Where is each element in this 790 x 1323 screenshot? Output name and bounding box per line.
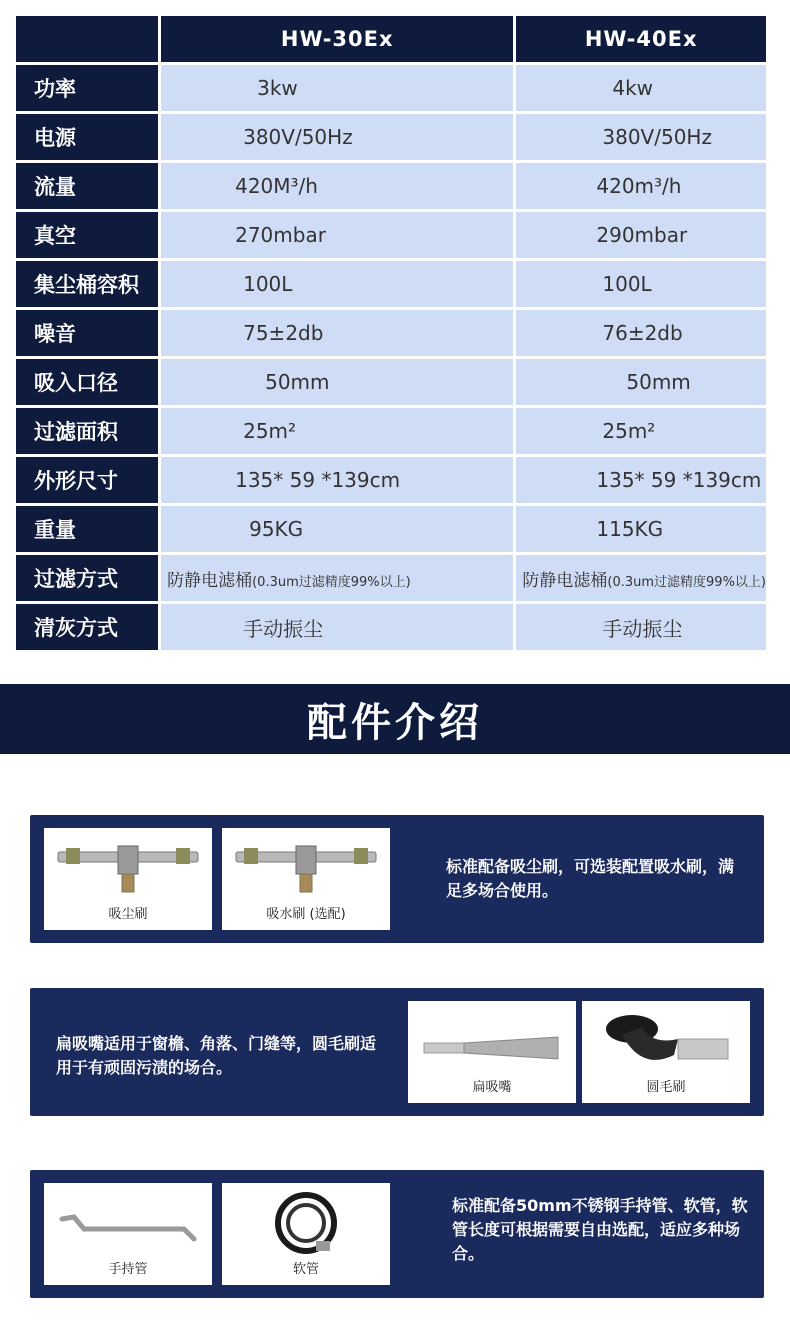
spec-value: 380V/50Hz xyxy=(516,114,766,160)
spec-row xyxy=(16,261,766,307)
spec-value: 76±2db xyxy=(516,310,766,356)
spec-label: 功率 xyxy=(16,65,158,111)
accessory-card xyxy=(582,1001,750,1103)
filter-note: (0.3um过滤精度99%以上) xyxy=(607,574,766,590)
card-caption: 吸水刷 (选配) xyxy=(266,907,346,922)
spec-label: 吸入口径 xyxy=(16,359,158,405)
spec-label: 流量 xyxy=(16,163,158,209)
spec-value: 3kw xyxy=(161,65,513,111)
spec-row xyxy=(16,506,766,552)
spec-value: 50mm xyxy=(516,359,766,405)
dust-brush-icon xyxy=(44,828,212,908)
model-header-1: HW-30Ex xyxy=(161,16,513,62)
accessory-card xyxy=(44,1183,212,1285)
spec-row xyxy=(16,408,766,454)
spec-row xyxy=(16,65,766,111)
spec-value: 420M³/h xyxy=(161,163,513,209)
spec-table xyxy=(13,13,769,653)
spec-value: 25m² xyxy=(516,408,766,454)
spec-row xyxy=(16,310,766,356)
accessory-panel-1 xyxy=(30,815,764,943)
spec-label: 集尘桶容积 xyxy=(16,261,158,307)
spec-label: 真空 xyxy=(16,212,158,258)
spec-label: 重量 xyxy=(16,506,158,552)
spec-row xyxy=(16,163,766,209)
spec-label: 过滤方式 xyxy=(16,555,158,601)
section-title: 配件介绍 xyxy=(307,699,483,746)
spec-value: 420m³/h xyxy=(516,163,766,209)
card-caption: 圆毛刷 xyxy=(646,1080,686,1095)
spec-row xyxy=(16,114,766,160)
spec-value: 380V/50Hz xyxy=(161,114,513,160)
spec-row xyxy=(16,604,766,650)
spec-value: 135* 59 *139cm xyxy=(161,457,513,503)
spec-value: 50mm xyxy=(161,359,513,405)
spec-row xyxy=(16,457,766,503)
spec-label: 过滤面积 xyxy=(16,408,158,454)
spec-value: 100L xyxy=(161,261,513,307)
spec-value: 4kw xyxy=(516,65,766,111)
spec-label: 清灰方式 xyxy=(16,604,158,650)
spec-value xyxy=(161,555,513,601)
accessory-panel-2 xyxy=(30,988,764,1116)
spec-value: 75±2db xyxy=(161,310,513,356)
flat-nozzle-icon xyxy=(408,1001,576,1081)
spec-value: 手动振尘 xyxy=(161,604,513,650)
spec-header-row xyxy=(16,16,766,62)
spec-value: 95KG xyxy=(161,506,513,552)
spec-label: 噪音 xyxy=(16,310,158,356)
accessory-panel-3 xyxy=(30,1170,764,1298)
spec-value: 手动振尘 xyxy=(516,604,766,650)
wand-tube-icon xyxy=(44,1183,212,1263)
filter-note: (0.3um过滤精度99%以上) xyxy=(252,574,411,590)
spec-label: 电源 xyxy=(16,114,158,160)
spec-corner-cell xyxy=(16,16,158,62)
accessory-card xyxy=(222,828,390,930)
panel-description: 标准配备吸尘刷，可选装配置吸水刷，满足多场合使用。 xyxy=(446,857,735,900)
panel-description: 标准配备50mm不锈钢手持管、软管，软管长度可根据需要自由选配，适应多种场合。 xyxy=(452,1196,748,1263)
spec-row xyxy=(16,359,766,405)
round-brush-icon xyxy=(582,1001,750,1081)
section-banner xyxy=(0,684,790,754)
spec-value: 290mbar xyxy=(516,212,766,258)
card-caption: 手持管 xyxy=(108,1262,148,1277)
filter-type: 防静电滤桶 xyxy=(522,570,608,591)
panel-description: 扁吸嘴适用于窗檐、角落、门缝等，圆毛刷适用于有顽固污渍的场合。 xyxy=(56,1034,377,1077)
spec-label: 外形尺寸 xyxy=(16,457,158,503)
spec-row xyxy=(16,212,766,258)
spec-value: 115KG xyxy=(516,506,766,552)
spec-value: 135* 59 *139cm xyxy=(516,457,766,503)
filter-type: 防静电滤桶 xyxy=(167,570,253,591)
spec-row xyxy=(16,555,766,601)
spec-value: 270mbar xyxy=(161,212,513,258)
card-caption: 扁吸嘴 xyxy=(472,1080,512,1095)
card-caption: 软管 xyxy=(292,1262,319,1277)
accessory-card xyxy=(44,828,212,930)
spec-value xyxy=(516,555,766,601)
spec-value: 25m² xyxy=(161,408,513,454)
hose-icon xyxy=(222,1183,390,1263)
spec-value: 100L xyxy=(516,261,766,307)
accessory-card xyxy=(222,1183,390,1285)
water-brush-icon xyxy=(222,828,390,908)
model-header-2: HW-40Ex xyxy=(516,16,766,62)
card-caption: 吸尘刷 xyxy=(108,907,148,922)
accessory-card xyxy=(408,1001,576,1103)
